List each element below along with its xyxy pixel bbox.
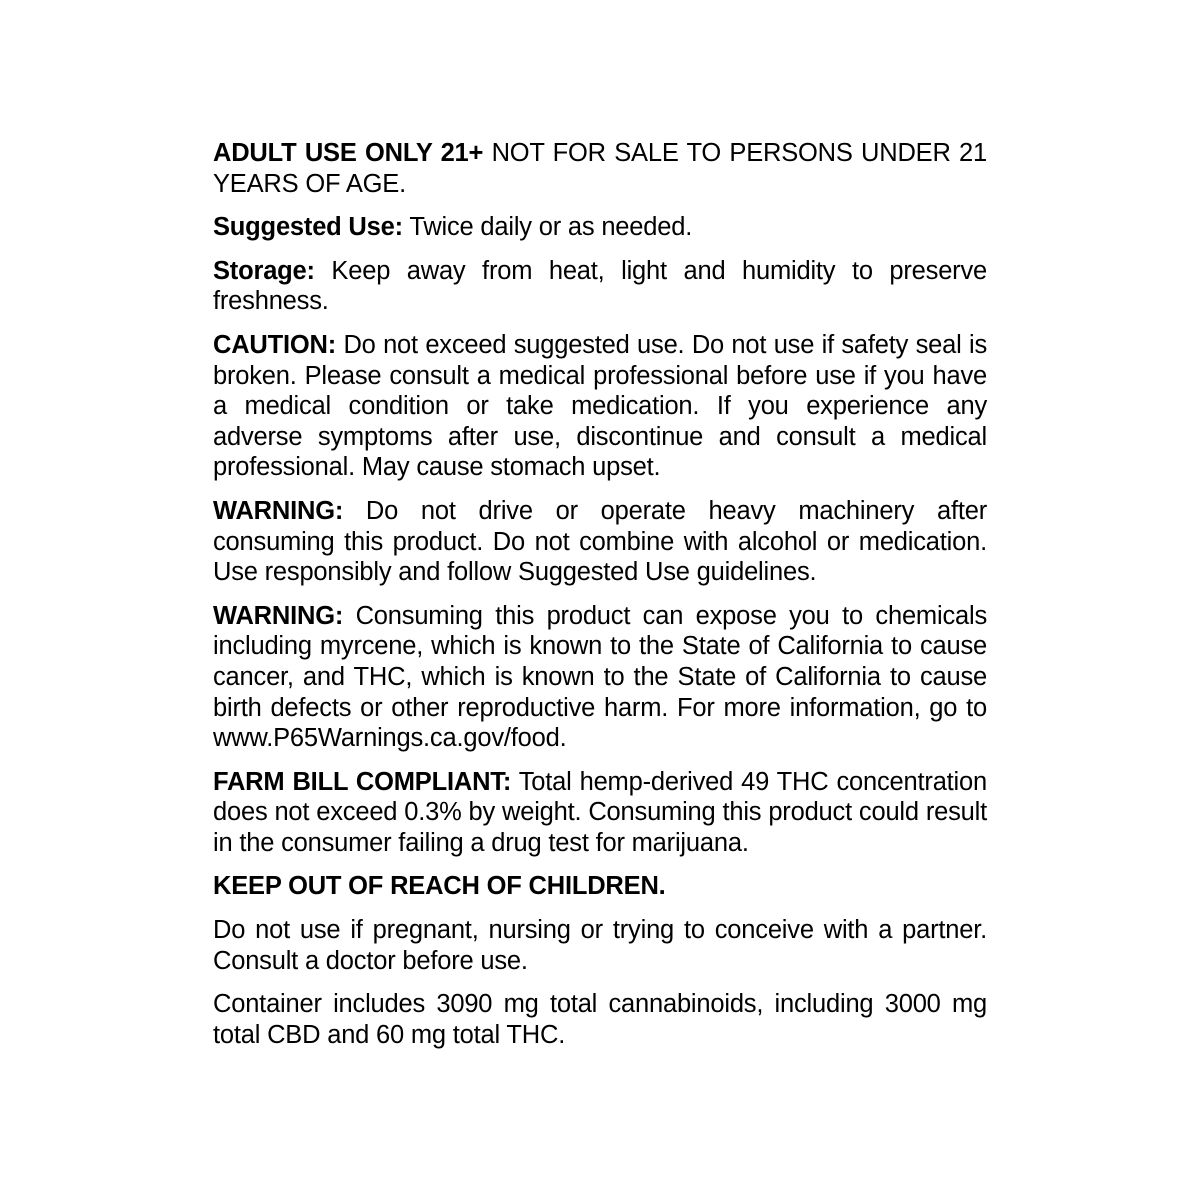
para-lead-suggested-use: Suggested Use: (213, 213, 403, 242)
para-keep-out-of-reach (213, 871, 987, 902)
para-adult-use-only (213, 138, 987, 199)
para-body-warning-prop65: Consuming this product can expose you to chemicals including myrcene, which is known to the State of California to cause cancer, and THC, which is known to the State of California to cause birth defects or other reproductive harm. For more information, go to www.P65Warnings.ca.gov/food. (213, 601, 987, 753)
para-lead-storage: Storage: (213, 256, 315, 285)
para-caution (213, 330, 987, 483)
para-lead-keep-out-of-reach: KEEP OUT OF REACH OF CHILDREN. (213, 872, 666, 901)
para-body-warning-machinery: Do not drive or operate heavy machinery after consuming this product. Do not combine with alcohol or medication. Use responsibly and follow Suggested Use guidelines. (213, 496, 987, 587)
para-body-storage: Keep away from heat, light and humidity to preserve freshness. (213, 256, 987, 316)
para-lead-adult-use-only: ADULT USE ONLY 21+ (213, 139, 484, 167)
para-pregnancy (213, 915, 987, 976)
para-farm-bill (213, 767, 987, 859)
para-suggested-use (213, 212, 987, 243)
para-body-farm-bill: Total hemp-derived 49 THC concentration does not exceed 0.3% by weight. Consuming this product could result in the consumer failing a drug test for marijuana. (213, 767, 987, 857)
para-lead-warning-machinery: WARNING: (213, 496, 344, 525)
warning-label-text-block (213, 138, 987, 1063)
para-warning-prop65 (213, 601, 987, 754)
para-body-container-contents: Container includes 3090 mg total cannabinoids, including 3000 mg total CBD and 60 mg total THC. (213, 990, 987, 1049)
para-body-suggested-use: Twice daily or as needed. (402, 213, 693, 242)
para-body-pregnancy: Do not use if pregnant, nursing or trying to conceive with a partner. Consult a doctor before use. (213, 916, 987, 975)
para-lead-caution: CAUTION: (213, 330, 337, 359)
para-storage (213, 256, 987, 317)
para-lead-warning-prop65: WARNING: (213, 601, 344, 630)
para-warning-machinery (213, 496, 987, 588)
para-container-contents (213, 989, 987, 1050)
para-lead-farm-bill: FARM BILL COMPLIANT: (213, 767, 512, 796)
para-body-adult-use-only: NOT FOR SALE TO PERSONS UNDER 21 YEARS OF AGE. (213, 139, 987, 198)
para-body-caution: Do not exceed suggested use. Do not use if safety seal is broken. Please consult a medical professional before use if you have a medical condition or take medication. If you experience any adverse symptoms after use, discontinue and consult a medical professional. May cause stomach upset. (213, 330, 987, 482)
